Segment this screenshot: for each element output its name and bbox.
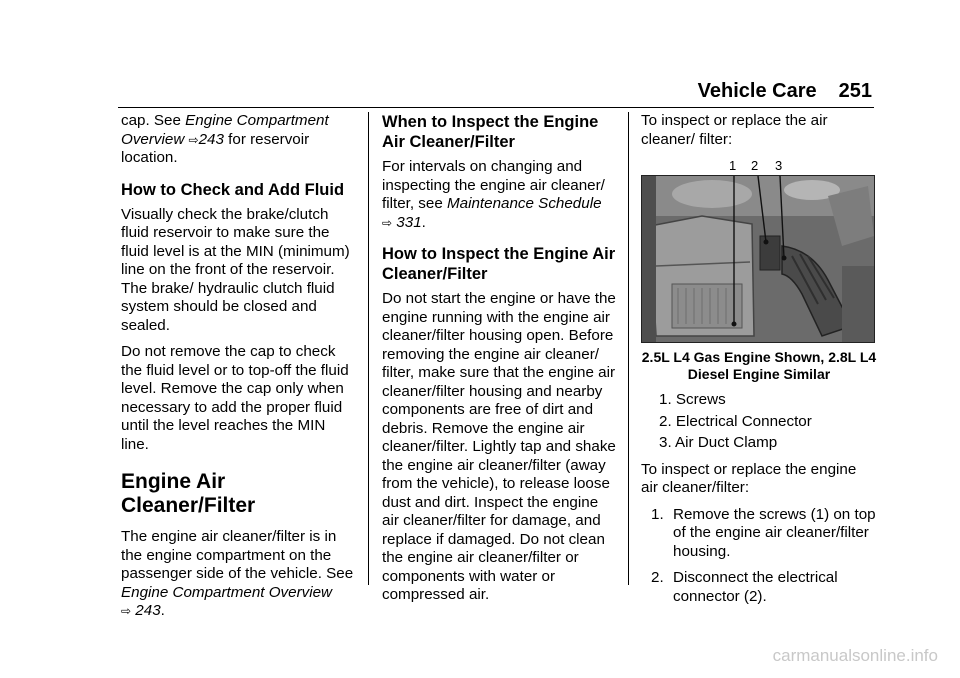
callout-1: 1 — [729, 158, 737, 173]
column-1 — [121, 112, 357, 629]
paragraph-intervals: For intervals on changing and inspecting the engine air cleaner/ filter, see Maintenance Schedule ⇨ 331. — [382, 158, 605, 231]
engine-bay-illustration — [642, 176, 874, 342]
procedure-steps — [651, 506, 877, 607]
watermark: carmanualsonline.info — [772, 646, 938, 665]
link-maintenance-schedule[interactable]: Maintenance Schedule — [447, 195, 602, 212]
header-rule — [118, 107, 874, 108]
link-engine-compartment-overview[interactable]: Engine Compartment Overview — [121, 112, 329, 148]
step-item: 2. Disconnect the electrical connector (2). — [651, 569, 838, 605]
page-number: 251 — [838, 80, 872, 102]
paragraph-inspect: Do not start the engine or have the engine running with the engine air cleaner/filter housing open. Before removing the engine air cleaner/ filter, make sure that the engine air cleaner/filter housing and nearby components are free of dirt and debris. Remove the engine air cleaner/filter. Lightly tap and shake the engine air cleaner/filter (away from the vehicle), to release loose dust and dirt. Inspect the engine air cleaner/filter for damage, and replace if damaged. Do not clean the engine air cleaner/filter or components with water or compressed air. — [382, 290, 616, 603]
figure-caption: 2.5L L4 Gas Engine Shown, 2.8L L4 Diesel Engine Similar — [641, 349, 877, 382]
step-item: 1. Remove the screws (1) on top of the engine air cleaner/filter housing. — [651, 505, 876, 560]
figure-callouts — [641, 155, 873, 175]
legend-item: 2. Electrical Connector — [659, 412, 812, 430]
heading-when-to-inspect: When to Inspect the Engine Air Cleaner/Filter — [382, 113, 599, 151]
callout-3: 3 — [775, 158, 783, 173]
heading-engine-air-cleaner: Engine Air Cleaner/Filter — [121, 470, 256, 517]
page-header — [698, 80, 872, 103]
page-ref-2[interactable]: 243 — [135, 602, 161, 619]
paragraph-location: The engine air cleaner/filter is in the engine compartment on the passenger side of the vehicle. See Engine Compartment Overview ⇨ 243. — [121, 528, 354, 619]
legend-item: 3. Air Duct Clamp — [659, 434, 778, 451]
heading-check-add-fluid: How to Check and Add Fluid — [121, 180, 345, 199]
page-ref-3[interactable]: 331 — [396, 213, 422, 231]
page-ref-icon-3: ⇨ — [382, 215, 393, 230]
column-3 — [641, 112, 877, 614]
link-engine-compartment-overview-2[interactable]: Engine Compartment Overview — [121, 583, 333, 601]
column-divider-2 — [628, 112, 629, 585]
column-2 — [382, 112, 618, 613]
column-divider-1 — [368, 112, 369, 585]
figure-legend — [659, 391, 877, 453]
paragraph-procedure-intro: To inspect or replace the engine air cleaner/filter: — [641, 460, 857, 496]
paragraph-reservoir: cap. See Engine Compartment Overview ⇨243 for reservoir location. — [121, 112, 329, 166]
paragraph-intro: To inspect or replace the air cleaner/ filter: — [641, 112, 828, 148]
callout-2: 2 — [751, 158, 759, 173]
page-ref-icon-2: ⇨ — [121, 604, 132, 618]
paragraph-cap: Do not remove the cap to check the fluid level or to top-off the fluid level. Remove the cap only when necessary to add the proper fluid until the level reaches the MIN line. — [121, 343, 349, 453]
page-ref-icon: ⇨ — [188, 132, 199, 147]
paragraph-check: Visually check the brake/clutch fluid reservoir to make sure the fluid level is at the MIN (minimum) line on the front of the reservoir. The brake/ hydraulic clutch fluid system should be closed and sealed. — [121, 205, 350, 334]
heading-how-to-inspect: How to Inspect the Engine Air Cleaner/Filter — [382, 245, 616, 283]
engine-photo — [641, 175, 875, 343]
page-ref[interactable]: 243 — [198, 130, 224, 148]
legend-item: 1. Screws — [659, 391, 726, 408]
engine-figure — [641, 155, 877, 383]
section-title: Vehicle Care — [697, 80, 817, 102]
